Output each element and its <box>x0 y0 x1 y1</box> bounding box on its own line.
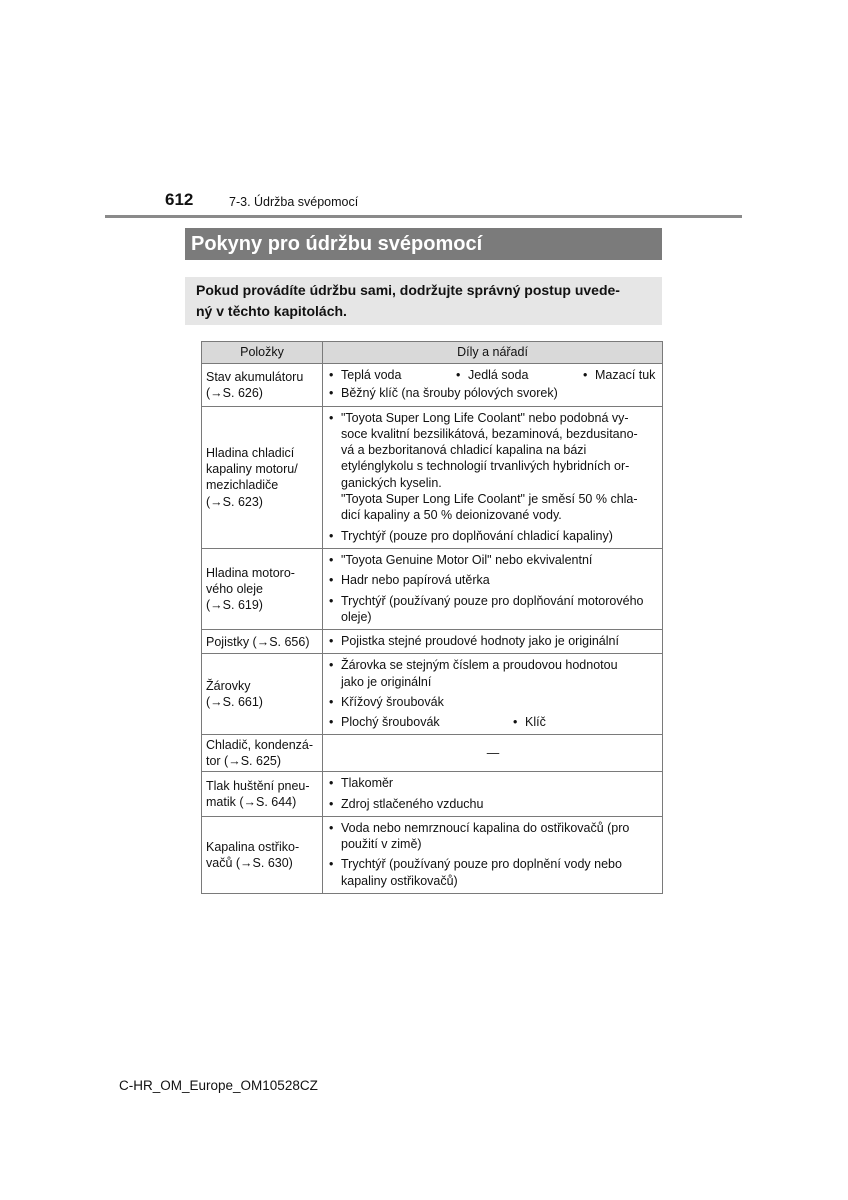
list-line: oleje) <box>341 609 372 624</box>
list-item: • "Toyota Genuine Motor Oil" nebo ekvivalentní <box>327 552 659 568</box>
intro-line: Pokud provádíte údržbu sami, dodržujte správný postup uvede- <box>196 282 620 298</box>
item-line: vého oleje <box>206 581 263 596</box>
page-number: 612 <box>165 190 194 209</box>
item-line: (→S. 626) <box>206 385 263 400</box>
intro-line: ný v těchto kapitolách. <box>196 303 347 319</box>
table-row <box>202 772 663 817</box>
parts-cell <box>323 654 663 734</box>
list-line: použití v zimě) <box>341 837 422 852</box>
list-item: • Tlakoměr <box>327 775 659 791</box>
item-line: Hladina motoro- <box>206 565 295 580</box>
item-line: Stav akumulátoru <box>206 369 304 384</box>
parts-cell <box>323 816 663 893</box>
list-item <box>327 856 659 889</box>
list-item: • Hadr nebo papírová utěrka <box>327 572 659 588</box>
inline-parts <box>327 367 659 383</box>
table-row <box>202 406 663 548</box>
item-line: kapaliny motoru/ <box>206 461 298 476</box>
list-line: etylénglykolu s technologií trvanlivých hybridních or- <box>341 459 630 474</box>
item-line: Chladič, kondenzá- <box>206 737 314 752</box>
item-cell <box>202 734 323 772</box>
list-item: • Běžný klíč (na šrouby pólových svorek) <box>327 385 659 401</box>
list-item: • Křížový šroubovák <box>327 694 659 710</box>
list-item: • Pojistka stejné proudové hodnoty jako je originální <box>327 633 659 649</box>
header-rule <box>105 215 742 218</box>
list-item: • Jedlá soda <box>454 367 581 383</box>
list-line: • Žárovka se stejným číslem a proudovou hodnotou <box>341 658 618 673</box>
item-line: Kapalina ostřiko- <box>206 839 300 854</box>
item-cell <box>202 772 323 817</box>
item-line: Žárovky <box>206 678 251 693</box>
parts-cell <box>323 630 663 654</box>
item-line: (→S. 661) <box>206 695 263 710</box>
item-cell <box>202 630 323 654</box>
item-line: Pojistky (→S. 656) <box>206 634 310 649</box>
header-items: Položky <box>202 342 323 364</box>
list-item: • Zdroj stlačeného vzduchu <box>327 796 659 812</box>
page-title: Pokyny pro údržbu svépomocí <box>185 228 662 260</box>
item-line: tor (→S. 625) <box>206 753 282 768</box>
item-line: (→S. 619) <box>206 598 263 613</box>
item-cell <box>202 406 323 548</box>
document-code: C-HR_OM_Europe_OM10528CZ <box>119 1078 318 1093</box>
table-row <box>202 734 663 772</box>
list-line: • Trychtýř (používaný pouze pro doplnění vody nebo <box>341 857 622 872</box>
item-line: Tlak huštění pneu- <box>206 778 310 793</box>
header-parts-tools: Díly a nářadí <box>323 342 663 364</box>
parts-cell <box>323 548 663 629</box>
maintenance-table <box>201 341 663 894</box>
item-line: mezichladiče <box>206 478 279 493</box>
list-line: kapaliny ostřikovačů) <box>341 873 458 888</box>
list-item <box>327 410 659 524</box>
list-item: • Plochý šroubovák <box>327 714 511 730</box>
inline-parts <box>327 714 659 730</box>
table-row <box>202 548 663 629</box>
list-item: • Klíč <box>511 714 546 730</box>
list-item <box>327 657 659 690</box>
list-line: ganických kyselin. <box>341 475 442 490</box>
list-line: "Toyota Super Long Life Coolant" je směsí 50 % chla- <box>341 492 638 507</box>
not-applicable-dash: — <box>486 745 500 760</box>
parts-cell <box>323 772 663 817</box>
item-line: (→S. 623) <box>206 494 263 509</box>
table-row <box>202 816 663 893</box>
list-item: • Trychtýř (pouze pro doplňování chladicí kapaliny) <box>327 528 659 544</box>
parts-cell <box>323 406 663 548</box>
list-line: jako je originální <box>341 674 432 689</box>
table-row <box>202 630 663 654</box>
table-row <box>202 364 663 407</box>
list-line: soce kvalitní bezsilikátová, bezaminová, bezdusitano- <box>341 426 638 441</box>
list-item <box>327 820 659 853</box>
item-cell <box>202 364 323 407</box>
list-item: • Teplá voda <box>327 367 454 383</box>
list-line: • Voda nebo nemrznoucí kapalina do ostřikovačů (pro <box>341 820 630 835</box>
table-row <box>202 654 663 734</box>
list-item: • Mazací tuk <box>581 367 655 383</box>
item-cell <box>202 548 323 629</box>
list-line: • Trychtýř (používaný pouze pro doplňování motorového <box>341 593 644 608</box>
intro-box <box>185 277 662 325</box>
item-line: Hladina chladicí <box>206 445 295 460</box>
item-line: vačů (→S. 630) <box>206 855 293 870</box>
table-header-row <box>202 342 663 364</box>
list-item <box>327 593 659 626</box>
list-line: vá a bezboritanová chladicí kapalina na bázi <box>341 443 587 458</box>
item-cell <box>202 654 323 734</box>
list-line: dicí kapaliny a 50 % deionizované vody. <box>341 508 562 523</box>
list-line: • "Toyota Super Long Life Coolant" nebo podobná vy- <box>341 410 629 425</box>
item-line: matik (→S. 644) <box>206 795 297 810</box>
item-cell <box>202 816 323 893</box>
section-reference: 7-3. Údržba svépomocí <box>229 195 359 209</box>
parts-cell <box>323 734 663 772</box>
parts-cell <box>323 364 663 407</box>
